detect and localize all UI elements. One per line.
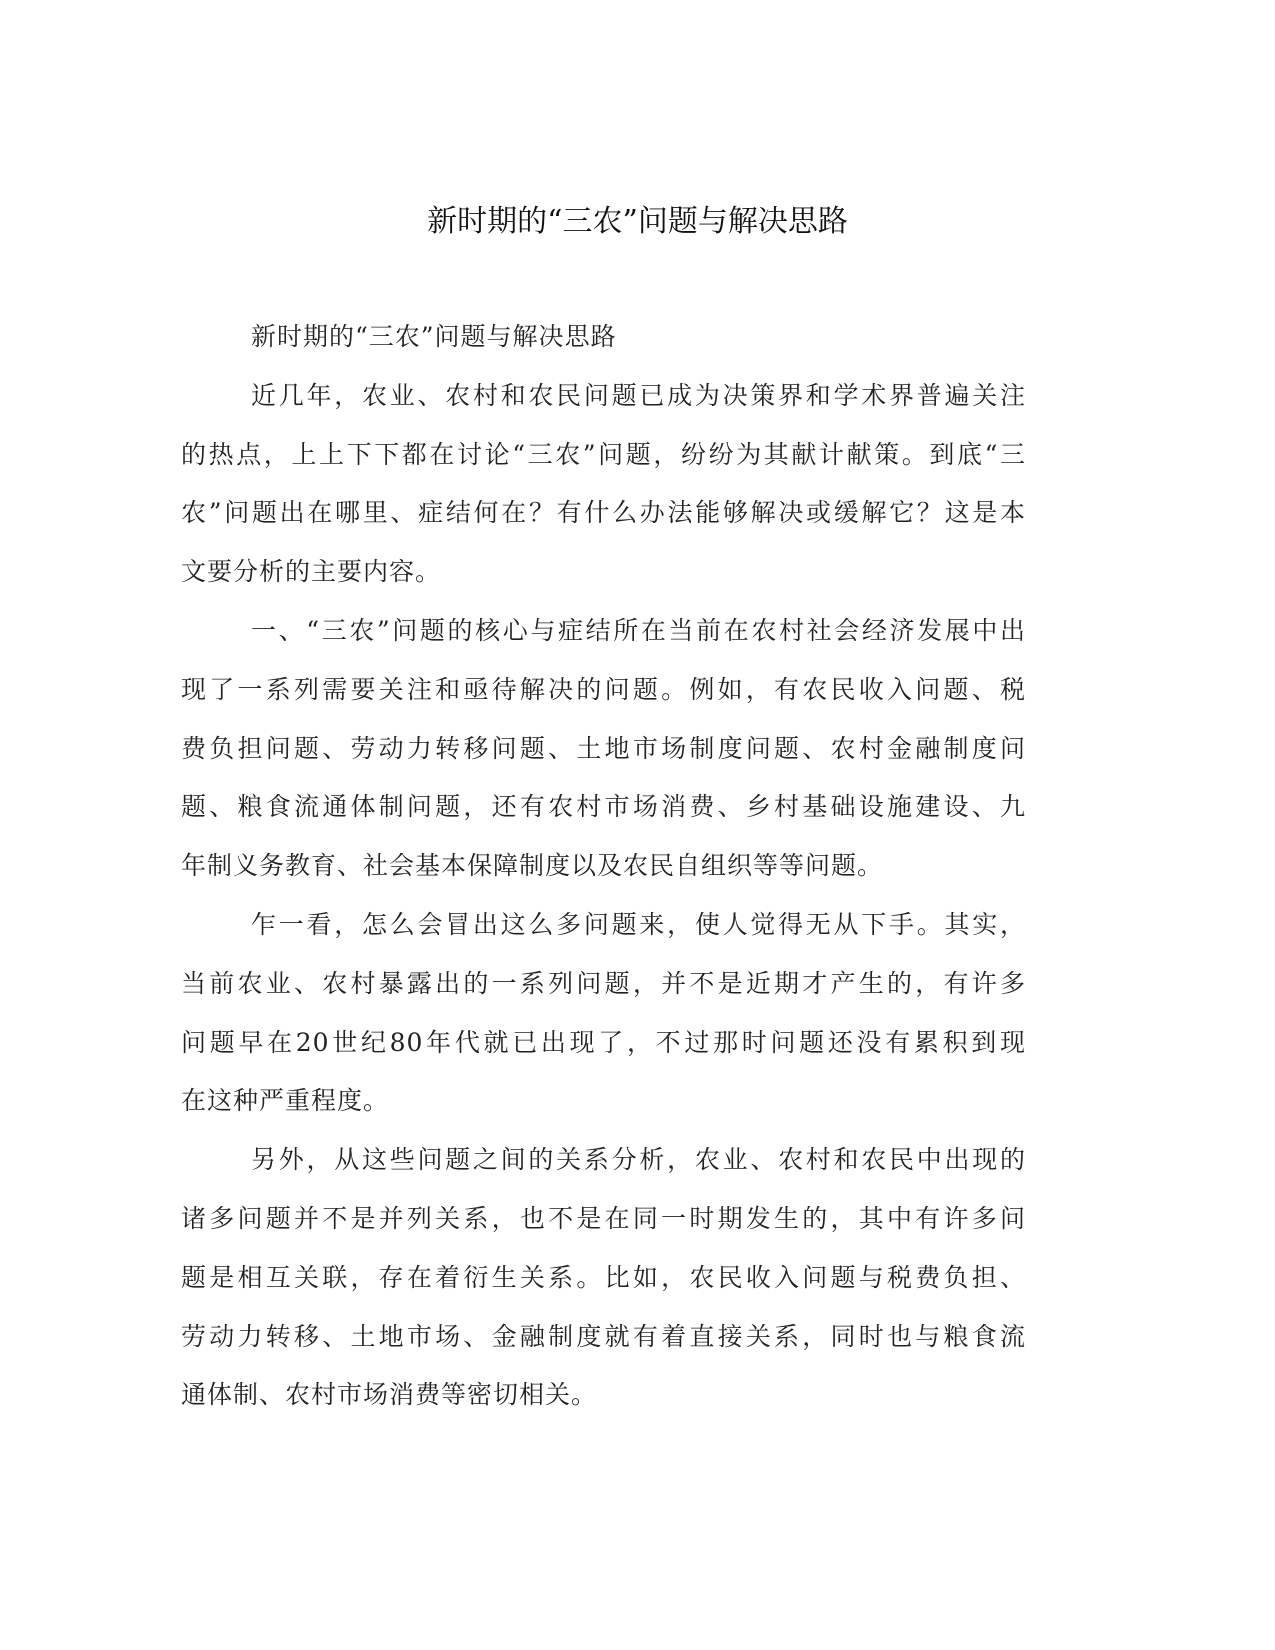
paragraph-line: 题是相互关联，存在着衍生关系。比如，农民收入问题与税费负担、	[181, 1262, 1026, 1292]
paragraph-line: 题、粮食流通体制问题，还有农村市场消费、乡村基础设施建设、九	[181, 792, 1026, 822]
paragraph	[181, 367, 1026, 602]
paragraph	[181, 1131, 1026, 1425]
paragraph-line: 诸多问题并不是并列关系，也不是在同一时期发生的，其中有许多问	[181, 1203, 1026, 1233]
document-body	[181, 308, 1026, 1425]
paragraph-line: 问题早在20世纪80年代就已出现了，不过那时问题还没有累积到现	[181, 1027, 1026, 1057]
paragraph-line: 近几年，农业、农村和农民问题已成为决策界和学术界普遍关注	[251, 380, 1026, 410]
paragraph	[181, 896, 1026, 1131]
paragraph-line: 劳动力转移、土地市场、金融制度就有着直接关系，同时也与粮食流	[181, 1321, 1026, 1351]
paragraph-line: 农”问题出在哪里、症结何在？有什么办法能够解决或缓解它？这是本	[181, 498, 1026, 528]
paragraph	[181, 308, 1026, 367]
document-title: 新时期的“三农”问题与解决思路	[427, 204, 848, 239]
paragraph-line: 文要分析的主要内容。	[181, 557, 442, 587]
paragraph-line: 另外，从这些问题之间的关系分析，农业、农村和农民中出现的	[251, 1145, 1026, 1175]
paragraph-line: 一、“三农”问题的核心与症结所在当前在农村社会经济发展中出	[251, 615, 1026, 645]
paragraph-line: 年制义务教育、社会基本保障制度以及农民自组织等等问题。	[181, 851, 884, 881]
paragraph-line: 当前农业、农村暴露出的一系列问题，并不是近期才产生的，有许多	[181, 968, 1026, 998]
paragraph-line: 的热点，上上下下都在讨论“三农”问题，纷纷为其献计献策。到底“三	[181, 439, 1026, 469]
paragraph-line: 新时期的“三农”问题与解决思路	[251, 322, 617, 351]
paragraph-line: 费负担问题、劳动力转移问题、土地市场制度问题、农村金融制度问	[181, 733, 1026, 763]
paragraph	[181, 602, 1026, 896]
paragraph-line: 乍一看，怎么会冒出这么多问题来，使人觉得无从下手。其实，	[251, 909, 1026, 939]
paragraph-line: 在这种严重程度。	[181, 1086, 390, 1116]
paragraph-line: 现了一系列需要关注和亟待解决的问题。例如，有农民收入问题、税	[181, 674, 1026, 704]
paragraph-line: 通体制、农村市场消费等密切相关。	[181, 1380, 598, 1410]
